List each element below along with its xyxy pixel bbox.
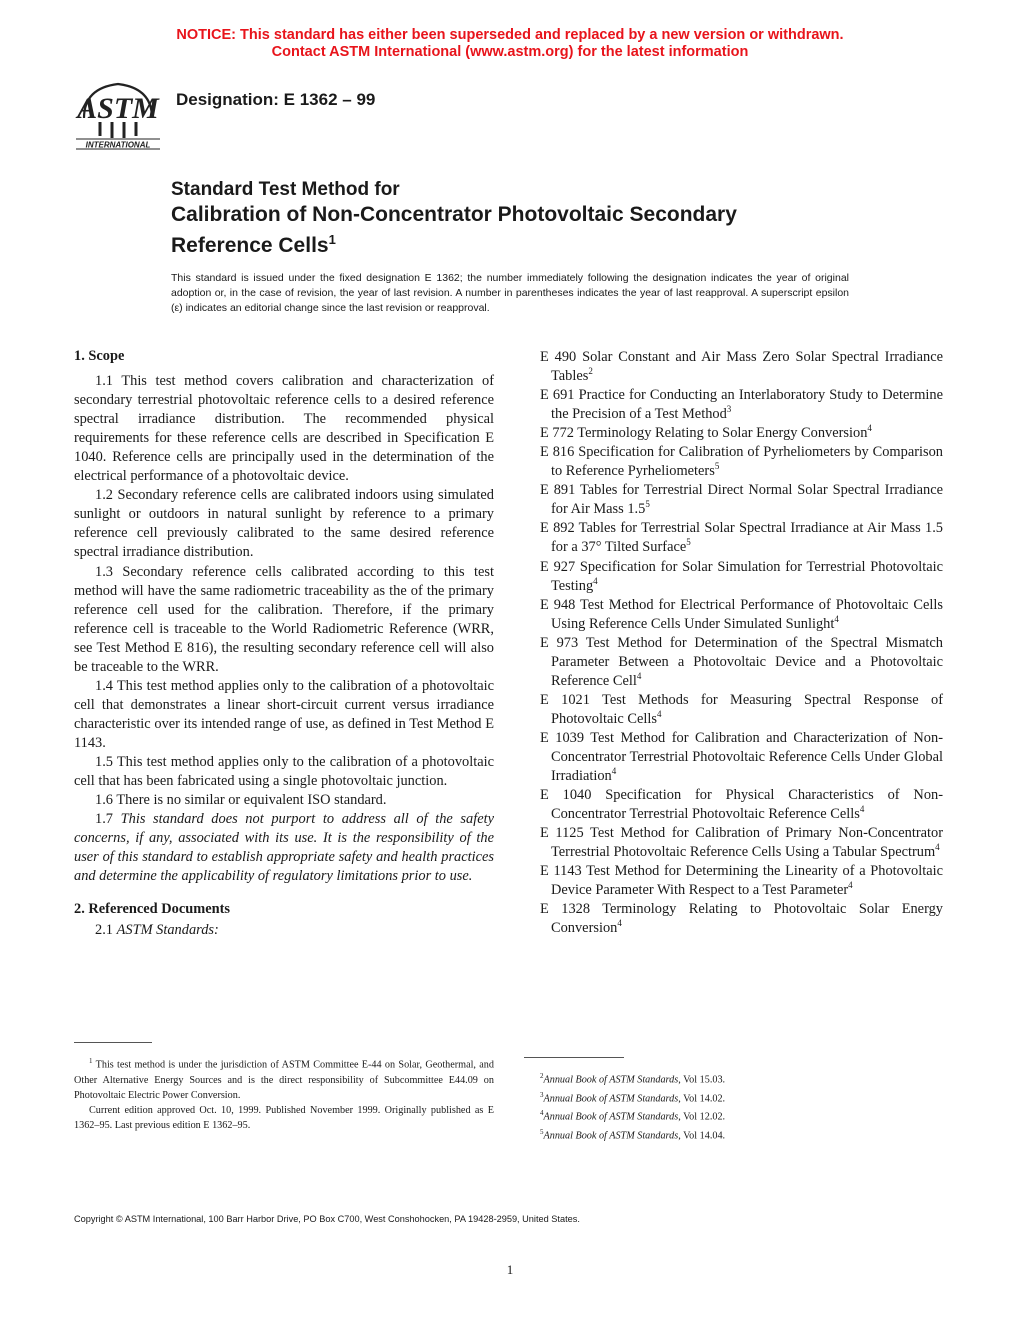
refdocs-2-1-text: ASTM Standards:: [116, 922, 219, 939]
reference-item: [540, 900, 943, 938]
copyright-line: Copyright © ASTM International, 100 Barr Harbor Drive, PO Box C700, West Conshohocken, PA 19428-2959, United States.: [74, 1214, 580, 1224]
reference-item: [540, 786, 943, 824]
scope-1-5: 1.5 This test method applies only to the calibration of a photovoltaic cell that has been fabricated using a single photovoltaic junction.: [74, 753, 494, 790]
reference-text: E 948 Test Method for Electrical Performance of Photovoltaic Cells Using Reference Cells Under Simulated Sunlight: [540, 596, 943, 632]
footnote-book: Annual Book of ASTM Standards: [543, 1074, 679, 1086]
reference-text: E 1021 Test Methods for Measuring Spectral Response of Photovoltaic Cells: [540, 691, 943, 727]
logo-main-text: ASTM: [77, 92, 159, 125]
designation: Designation: E 1362 – 99: [176, 90, 376, 109]
reference-note: 5: [714, 461, 720, 472]
scope-1-1: 1.1 This test method covers calibration and characterization of secondary terrestrial photovoltaic reference cells to a desired reference spectral irradiance distribution. The recommended physical requirements for these reference cells are described in Specification E 1040. Reference cells are principally used in the determination of the electrical performance of a photovoltaic device.: [74, 373, 494, 485]
title-line-3-text: Reference Cells: [171, 234, 329, 257]
reference-text: E 816 Specification for Calibration of Pyrheliometers by Comparison to Reference Pyrheliometers: [540, 444, 943, 480]
refdocs-2-1: [74, 921, 494, 940]
right-column: [540, 348, 943, 938]
reference-text: E 1328 Terminology Relating to Photovoltaic Solar Energy Conversion: [540, 901, 943, 937]
footnote-item: [540, 1125, 840, 1144]
footnote-vol: , Vol 12.02.: [678, 1111, 726, 1123]
footnote-mark: 4: [540, 1109, 544, 1118]
scope-1-7: [74, 810, 494, 886]
footnote-mark: 5: [540, 1127, 544, 1136]
reference-item: [540, 386, 943, 424]
title-footnote-mark: 1: [328, 232, 336, 247]
notice-line-2: Contact ASTM International (www.astm.org) for the latest information: [271, 44, 749, 60]
reference-item: [540, 558, 943, 596]
reference-item: [540, 691, 943, 729]
issue-note: This standard is issued under the fixed designation E 1362; the number immediately following the designation indicates the year of original adoption or, in the case of revision, the year of last revision. A number in parentheses indicates the year of last reapproval. A superscript epsilon (ε) indicates an editorial change since the last revision or reapproval.: [171, 272, 849, 314]
reference-item: [540, 519, 943, 557]
footnotes-left: [74, 1054, 494, 1133]
reference-note: 4: [656, 709, 662, 720]
footnote-vol: , Vol 14.02.: [678, 1092, 726, 1104]
reference-note: 4: [617, 918, 622, 929]
footnote-vol: , Vol 14.04.: [678, 1130, 726, 1142]
footnote-book: Annual Book of ASTM Standards: [543, 1111, 679, 1123]
footnote-item: [540, 1069, 840, 1088]
reference-text: E 1039 Test Method for Calibration and Characterization of Non-Concentrator Terrestrial Photovoltaic Reference Cells Under Global Irradiation: [540, 729, 943, 785]
footnote-mark: 3: [540, 1090, 544, 1099]
title-line-1: Standard Test Method for: [171, 179, 400, 200]
reference-note: 4: [593, 575, 598, 586]
page-number: 1: [506, 1262, 514, 1277]
reference-note: 4: [935, 842, 940, 853]
title-line-3: [171, 227, 891, 258]
reference-text: E 973 Test Method for Determination of the Spectral Mismatch Parameter Between a Photovoltaic Device and a Photovoltaic Reference Cell: [540, 634, 943, 689]
footnote-divider-left: [74, 1042, 152, 1043]
reference-text: E 490 Solar Constant and Air Mass Zero Solar Spectral Irradiance Tables: [540, 349, 943, 385]
reference-item: [540, 424, 943, 443]
reference-text: E 892 Tables for Terrestrial Solar Spectral Irradiance at Air Mass 1.5 for a 37° Tilted Surface: [540, 520, 943, 556]
reference-text: E 1143 Test Method for Determining the Linearity of a Photovoltaic Device Parameter With Respect to a Test Parameter: [540, 863, 943, 899]
reference-text: E 927 Specification for Solar Simulation for Terrestrial Photovoltaic Testing: [540, 558, 943, 594]
reference-text: E 691 Practice for Conducting an Interlaboratory Study to Determine the Precision of a Test Method: [540, 387, 943, 423]
left-column: [74, 347, 494, 940]
reference-text: E 891 Tables for Terrestrial Direct Normal Solar Spectral Irradiance for Air Mass 1.5: [540, 482, 943, 518]
reference-note: 2: [588, 366, 593, 377]
reference-item: [540, 596, 943, 634]
refdocs-heading: 2. Referenced Documents: [74, 901, 230, 918]
reference-note: 3: [726, 404, 732, 415]
footnote-item: [540, 1088, 840, 1107]
footnote-book: Annual Book of ASTM Standards: [543, 1130, 679, 1142]
reference-note: 4: [867, 423, 872, 434]
footnote-divider-right: [524, 1057, 624, 1058]
scope-1-7-text: This standard does not purport to address all of the safety concerns, if any, associated with its use. It is the responsibility of the user of this standard to establish appropriate safety and health practices and determine the applicability of regulatory limitations prior to use.: [74, 811, 494, 885]
reference-item: [540, 348, 943, 386]
footnote-item: [540, 1106, 840, 1125]
reference-item: [540, 481, 943, 519]
title-line-2: Calibration of Non-Concentrator Photovoltaic Secondary: [171, 203, 737, 226]
reference-text: E 1040 Specification for Physical Characteristics of Non-Concentrator Terrestrial Photovoltaic Reference Cells: [540, 787, 943, 823]
footnote-1-mark: 1: [89, 1057, 93, 1065]
reference-note: 4: [834, 613, 839, 624]
reference-item: [540, 862, 943, 900]
scope-1-3: 1.3 Secondary reference cells calibrated according to this test method will have the same radiometric traceability as the of the primary reference cell used for the calibration. Therefore, if the primary reference cell is traceable to the World Radiometric Reference (WRR, see Test Method E 816), the resulting secondary reference cell will also be traceable to the WRR.: [74, 563, 494, 675]
reference-item: [540, 824, 943, 862]
scope-1-4: 1.4 This test method applies only to the calibration of a photovoltaic cell that demonstrates a linear short-circuit current versus irradiance characteristic over its intended range of use, as defined in Test Method E 1143.: [74, 677, 494, 751]
edition-note: Current edition approved Oct. 10, 1999. Published November 1999. Originally published as E 1362–95. Last previous edition E 1362–95.: [74, 1105, 494, 1132]
reference-item: [540, 634, 943, 691]
reference-item: [540, 729, 943, 786]
withdrawal-notice: [0, 27, 1020, 61]
reference-note: 5: [686, 537, 691, 548]
reference-note: 4: [859, 804, 865, 815]
scope-1-2: 1.2 Secondary reference cells are calibrated indoors using simulated sunlight or outdoors in natural sunlight by reference to a primary reference cell previously calibrated to the same desired reference spectral irradiance distribution.: [74, 487, 494, 561]
astm-logo-icon: [74, 78, 162, 152]
reference-text: E 1125 Test Method for Calibration of Primary Non-Concentrator Terrestrial Photovoltaic Reference Cells Using a Tabular Spectrum: [540, 825, 943, 861]
footnote-1: [74, 1054, 494, 1103]
reference-text: E 772 Terminology Relating to Solar Energy Conversion: [540, 425, 868, 442]
reference-note: 4: [636, 671, 642, 681]
document-title: [171, 177, 891, 258]
logo-sub-text: INTERNATIONAL: [85, 140, 151, 150]
reference-note: 4: [611, 766, 617, 777]
footnote-mark: 2: [540, 1072, 544, 1080]
scope-1-6: 1.6 There is no similar or equivalent ISO standard.: [95, 792, 387, 809]
reference-note: 5: [645, 499, 650, 510]
scope-1-7-number: 1.7: [95, 811, 121, 828]
footnotes-right: [540, 1069, 840, 1143]
footnote-vol: , Vol 15.03.: [678, 1074, 726, 1086]
reference-note: 4: [848, 880, 853, 891]
scope-heading: 1. Scope: [74, 348, 125, 364]
reference-item: [540, 443, 943, 481]
refdocs-2-1-number: 2.1: [95, 922, 117, 939]
notice-line-1: NOTICE: This standard has either been superseded and replaced by a new version or withdrawn.: [176, 27, 844, 43]
footnote-book: Annual Book of ASTM Standards: [543, 1092, 679, 1104]
footnote-1-text: This test method is under the jurisdiction of ASTM Committee E-44 on Solar, Geothermal, and Other Alternative Energy Sources and is the direct responsibility of Subcommittee E44.09 on Photovoltaic Electric Power Conversion.: [74, 1059, 494, 1101]
